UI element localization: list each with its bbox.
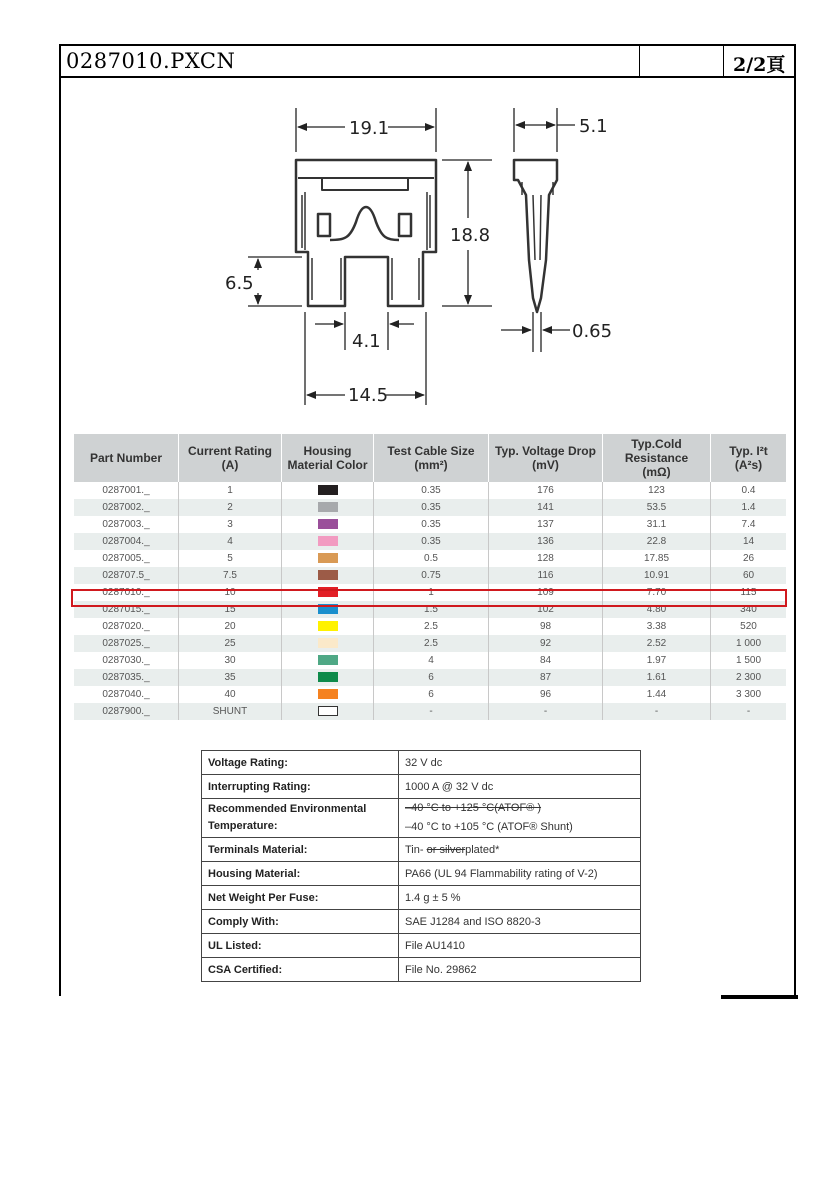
color-swatch	[318, 485, 338, 495]
color-swatch	[318, 672, 338, 682]
col-housing-color: Housing Material Color	[282, 434, 374, 482]
resistance-cell: 31.1	[603, 516, 711, 533]
current-rating-cell: 10	[179, 584, 282, 601]
current-value: plated*	[465, 843, 500, 856]
cable-size-cell: 0.35	[374, 533, 489, 550]
spec-table	[74, 434, 786, 720]
part-number-cell: 0287002._	[74, 499, 179, 516]
property-row	[202, 934, 641, 958]
current-rating-cell: 2	[179, 499, 282, 516]
current-rating-cell: 35	[179, 669, 282, 686]
voltage-drop-cell: 128	[489, 550, 603, 567]
property-label: Net Weight Per Fuse:	[202, 886, 399, 910]
fuse-dimension-drawing	[0, 0, 835, 420]
property-label: Interrupting Rating:	[202, 775, 399, 799]
resistance-cell: 17.85	[603, 550, 711, 567]
voltage-drop-cell: 98	[489, 618, 603, 635]
cable-size-cell: 1.5	[374, 601, 489, 618]
page-indicator: 2/2頁	[733, 54, 786, 76]
resistance-cell: 10.91	[603, 567, 711, 584]
property-row	[202, 958, 641, 982]
part-number-cell: 0287004._	[74, 533, 179, 550]
current-rating-cell: 25	[179, 635, 282, 652]
color-swatch	[318, 519, 338, 529]
housing-color-cell	[282, 499, 374, 516]
cable-size-cell: 1	[374, 584, 489, 601]
resistance-cell: 3.38	[603, 618, 711, 635]
part-number-cell: 0287030._	[74, 652, 179, 669]
table-row	[74, 635, 786, 652]
property-label: Comply With:	[202, 910, 399, 934]
voltage-drop-cell: 176	[489, 482, 603, 499]
voltage-drop-cell: 137	[489, 516, 603, 533]
part-number-cell: 0287900._	[74, 703, 179, 720]
voltage-drop-cell: -	[489, 703, 603, 720]
value-prefix: Tin-	[405, 843, 424, 856]
highlighted-row-outline	[71, 589, 787, 607]
property-value: 32 V dc	[399, 751, 641, 775]
current-rating-cell: 4	[179, 533, 282, 550]
voltage-drop-cell: 87	[489, 669, 603, 686]
resistance-cell: 1.44	[603, 686, 711, 703]
cable-size-cell: 4	[374, 652, 489, 669]
property-value: 1000 A @ 32 V dc	[399, 775, 641, 799]
property-row	[202, 910, 641, 934]
dim-blade-gap-label: 4.1	[352, 331, 381, 352]
part-number-cell: 0287025._	[74, 635, 179, 652]
part-number-title: 0287010.PXCN	[66, 49, 236, 73]
col-voltage-drop: Typ. Voltage Drop (mV)	[489, 434, 603, 482]
housing-color-cell	[282, 533, 374, 550]
part-number-cell: 0287020._	[74, 618, 179, 635]
property-label: Recommended Environmental Temperature:	[202, 799, 399, 838]
property-row	[202, 751, 641, 775]
housing-color-cell	[282, 669, 374, 686]
property-row	[202, 886, 641, 910]
color-swatch	[318, 536, 338, 546]
table-row	[74, 516, 786, 533]
current-rating-cell: 15	[179, 601, 282, 618]
part-number-cell: 0287005._	[74, 550, 179, 567]
color-swatch	[318, 706, 338, 716]
table-row	[74, 669, 786, 686]
i2t-cell: 7.4	[711, 516, 787, 533]
property-label: Terminals Material:	[202, 838, 399, 862]
part-number-cell: 0287015._	[74, 601, 179, 618]
part-number-cell: 0287001._	[74, 482, 179, 499]
property-value: SAE J1284 and ISO 8820-3	[399, 910, 641, 934]
cable-size-cell: 2.5	[374, 635, 489, 652]
property-row	[202, 862, 641, 886]
color-swatch	[318, 621, 338, 631]
col-cold-resistance: Typ.Cold Resistance (mΩ)	[603, 434, 711, 482]
struck-value: –40 °C to +125 °C(ATOF® )	[405, 802, 542, 814]
housing-color-cell	[282, 618, 374, 635]
col-i2t: Typ. I²t (A²s)	[711, 434, 787, 482]
i2t-cell: -	[711, 703, 787, 720]
current-rating-cell: 3	[179, 516, 282, 533]
col-current-rating: Current Rating (A)	[179, 434, 282, 482]
bottom-bar	[721, 995, 798, 999]
current-rating-cell: 1	[179, 482, 282, 499]
part-number-cell: 0287003._	[74, 516, 179, 533]
resistance-cell: 22.8	[603, 533, 711, 550]
table-row	[74, 567, 786, 584]
part-number-cell: 0287040._	[74, 686, 179, 703]
voltage-drop-cell: 84	[489, 652, 603, 669]
i2t-cell: 1.4	[711, 499, 787, 516]
dim-blade-thickness-label: 0.65	[572, 321, 613, 342]
voltage-drop-cell: 141	[489, 499, 603, 516]
i2t-cell: 340	[711, 601, 787, 618]
housing-color-cell	[282, 550, 374, 567]
property-value: File AU1410	[399, 934, 641, 958]
property-value	[399, 799, 641, 838]
voltage-drop-cell: 116	[489, 567, 603, 584]
col-test-cable-size: Test Cable Size (mm²)	[374, 434, 489, 482]
resistance-cell: 1.97	[603, 652, 711, 669]
voltage-drop-cell: 102	[489, 601, 603, 618]
dim-thickness-label: 5.1	[579, 116, 608, 137]
dim-width-label: 19.1	[349, 118, 390, 139]
table-row	[74, 499, 786, 516]
housing-color-cell	[282, 516, 374, 533]
housing-color-cell	[282, 703, 374, 720]
cable-size-cell: 0.75	[374, 567, 489, 584]
property-value	[399, 838, 641, 862]
voltage-drop-cell: 136	[489, 533, 603, 550]
voltage-drop-cell: 96	[489, 686, 603, 703]
property-value: 1.4 g ± 5 %	[399, 886, 641, 910]
property-value: PA66 (UL 94 Flammability rating of V-2)	[399, 862, 641, 886]
property-row	[202, 799, 641, 838]
i2t-cell: 0.4	[711, 482, 787, 499]
table-row	[74, 533, 786, 550]
current-rating-cell: 20	[179, 618, 282, 635]
i2t-cell: 26	[711, 550, 787, 567]
dim-height-label: 18.8	[450, 225, 491, 246]
i2t-cell: 520	[711, 618, 787, 635]
table-row	[74, 652, 786, 669]
i2t-cell: 60	[711, 567, 787, 584]
col-part-number: Part Number	[74, 434, 179, 482]
resistance-cell: 53.5	[603, 499, 711, 516]
current-rating-cell: 7.5	[179, 567, 282, 584]
dim-blade-span-label: 14.5	[348, 385, 389, 406]
resistance-cell: 4.80	[603, 601, 711, 618]
color-swatch	[318, 553, 338, 563]
housing-color-cell	[282, 652, 374, 669]
spec-table-header	[74, 434, 786, 482]
i2t-cell: 2 300	[711, 669, 787, 686]
voltage-drop-cell: 92	[489, 635, 603, 652]
housing-color-cell	[282, 482, 374, 499]
property-row	[202, 775, 641, 799]
resistance-cell: 7.70	[603, 584, 711, 601]
color-swatch	[318, 570, 338, 580]
current-value: –40 °C to +105 °C (ATOF® Shunt)	[405, 821, 573, 833]
table-row	[74, 550, 786, 567]
part-number-cell: 028707.5_	[74, 567, 179, 584]
cable-size-cell: 2.5	[374, 618, 489, 635]
color-swatch	[318, 655, 338, 665]
cable-size-cell: 6	[374, 686, 489, 703]
current-rating-cell: 30	[179, 652, 282, 669]
cable-size-cell: 0.35	[374, 499, 489, 516]
part-number-cell: 0287035._	[74, 669, 179, 686]
cable-size-cell: -	[374, 703, 489, 720]
housing-color-cell	[282, 635, 374, 652]
housing-color-cell	[282, 567, 374, 584]
i2t-cell: 1 500	[711, 652, 787, 669]
resistance-cell: 123	[603, 482, 711, 499]
resistance-cell: 1.61	[603, 669, 711, 686]
i2t-cell: 115	[711, 584, 787, 601]
table-row	[74, 482, 786, 499]
voltage-drop-cell: 109	[489, 584, 603, 601]
table-row	[74, 686, 786, 703]
i2t-cell: 3 300	[711, 686, 787, 703]
table-row	[74, 618, 786, 635]
color-swatch	[318, 502, 338, 512]
i2t-cell: 14	[711, 533, 787, 550]
struck-value: or silver	[426, 843, 466, 856]
i2t-cell: 1 000	[711, 635, 787, 652]
cable-size-cell: 0.5	[374, 550, 489, 567]
part-number-cell: 0287010._	[74, 584, 179, 601]
resistance-cell: 2.52	[603, 635, 711, 652]
current-rating-cell: SHUNT	[179, 703, 282, 720]
property-row	[202, 838, 641, 862]
property-value: File No. 29862	[399, 958, 641, 982]
dim-blade-length-label: 6.5	[225, 273, 254, 294]
property-label: UL Listed:	[202, 934, 399, 958]
property-label: CSA Certified:	[202, 958, 399, 982]
property-label: Housing Material:	[202, 862, 399, 886]
property-label: Voltage Rating:	[202, 751, 399, 775]
resistance-cell: -	[603, 703, 711, 720]
current-rating-cell: 40	[179, 686, 282, 703]
table-row	[74, 703, 786, 720]
properties-table	[201, 750, 641, 982]
cable-size-cell: 0.35	[374, 482, 489, 499]
color-swatch	[318, 638, 338, 648]
housing-color-cell	[282, 686, 374, 703]
cable-size-cell: 0.35	[374, 516, 489, 533]
cable-size-cell: 6	[374, 669, 489, 686]
current-rating-cell: 5	[179, 550, 282, 567]
color-swatch	[318, 689, 338, 699]
